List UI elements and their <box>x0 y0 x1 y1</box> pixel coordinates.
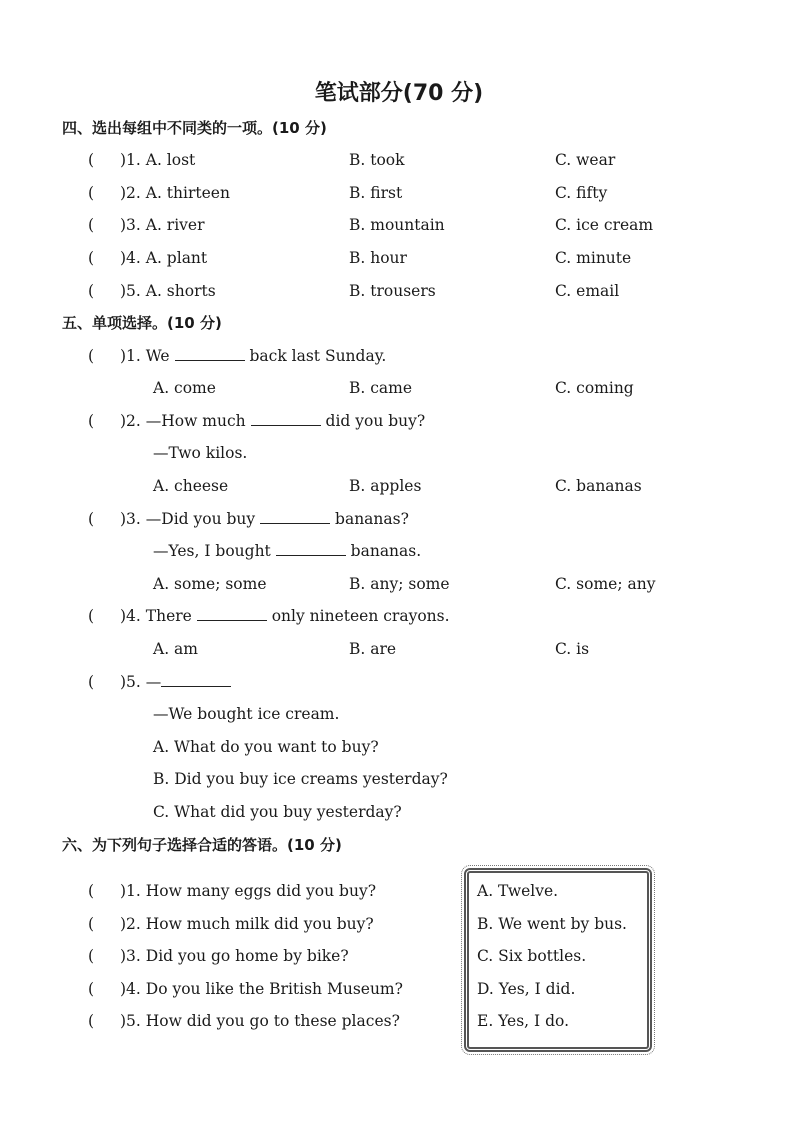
question-text: bananas? <box>335 510 409 528</box>
question-6-3: )3. Did you go home by bike? <box>120 947 349 965</box>
option-a: A. some; some <box>153 575 267 593</box>
question-5-3 <box>120 509 409 529</box>
question-text: )1. We <box>120 347 170 365</box>
question-6-5: )5. How did you go to these places? <box>120 1012 400 1030</box>
section-6-heading: 六、为下列句子选择合适的答语。(10 分) <box>62 836 342 854</box>
question-line <box>153 541 421 561</box>
question-text: )2. —How much <box>120 412 246 430</box>
answer-paren[interactable]: ( <box>88 1012 95 1030</box>
option-c: C. some; any <box>555 575 656 593</box>
option-c: C. email <box>555 282 620 300</box>
option-b: B. trousers <box>349 282 436 300</box>
option-b: B. are <box>349 640 397 658</box>
option-b: B. mountain <box>349 216 445 234</box>
blank <box>175 346 245 361</box>
question-6-4: )4. Do you like the British Museum? <box>120 980 403 998</box>
option-c: C. coming <box>555 379 634 397</box>
answer-option: D. Yes, I did. <box>477 980 576 998</box>
blank <box>276 541 346 556</box>
blank <box>251 411 321 426</box>
option-b: B. any; some <box>349 575 450 593</box>
page-title: 笔试部分(70 分) <box>314 81 484 106</box>
answer-paren[interactable]: ( <box>88 882 95 900</box>
option-a: A. am <box>153 640 198 658</box>
answer-paren[interactable]: ( <box>88 347 95 365</box>
question-text: bananas. <box>350 542 422 560</box>
question-text: )3. —Did you buy <box>120 510 256 528</box>
section-5-heading: 五、单项选择。(10 分) <box>62 314 222 332</box>
option-b: B. Did you buy ice creams yesterday? <box>153 770 448 788</box>
option-a: )3. A. river <box>120 216 205 234</box>
question-line: —We bought ice cream. <box>153 705 340 723</box>
option-b: B. took <box>349 151 405 169</box>
answer-paren[interactable]: ( <box>88 980 95 998</box>
answer-paren[interactable]: ( <box>88 249 95 267</box>
blank <box>197 606 267 621</box>
option-c: C. is <box>555 640 590 658</box>
question-6-1: )1. How many eggs did you buy? <box>120 882 377 900</box>
answer-paren[interactable]: ( <box>88 151 95 169</box>
option-b: B. came <box>349 379 413 397</box>
answer-option: C. Six bottles. <box>477 947 587 965</box>
option-a: )4. A. plant <box>120 249 208 267</box>
answer-paren[interactable]: ( <box>88 282 95 300</box>
question-text: did you buy? <box>325 412 426 430</box>
question-text: )4. There <box>120 607 192 625</box>
option-a: A. come <box>153 379 216 397</box>
option-b: B. hour <box>349 249 407 267</box>
option-a: )2. A. thirteen <box>120 184 230 202</box>
answer-option: E. Yes, I do. <box>477 1012 569 1030</box>
question-5-2 <box>120 411 425 431</box>
answer-paren[interactable]: ( <box>88 412 95 430</box>
option-a: A. cheese <box>153 477 229 495</box>
answer-paren[interactable]: ( <box>88 915 95 933</box>
blank <box>161 672 231 687</box>
option-b: B. apples <box>349 477 422 495</box>
question-text: only nineteen crayons. <box>271 607 450 625</box>
answer-paren[interactable]: ( <box>88 947 95 965</box>
option-c: C. What did you buy yesterday? <box>153 803 402 821</box>
section-4-heading: 四、选出每组中不同类的一项。(10 分) <box>62 119 327 137</box>
question-5-4 <box>120 606 450 626</box>
question-line: —Two kilos. <box>153 444 248 462</box>
question-5-5 <box>120 672 231 692</box>
answer-paren[interactable]: ( <box>88 184 95 202</box>
option-c: C. minute <box>555 249 632 267</box>
answer-paren[interactable]: ( <box>88 510 95 528</box>
option-b: B. first <box>349 184 403 202</box>
question-text: back last Sunday. <box>249 347 387 365</box>
answer-paren[interactable]: ( <box>88 673 95 691</box>
question-6-2: )2. How much milk did you buy? <box>120 915 374 933</box>
answer-option: B. We went by bus. <box>477 915 627 933</box>
option-a: )5. A. shorts <box>120 282 216 300</box>
blank <box>260 509 330 524</box>
question-text: )5. — <box>120 673 162 691</box>
question-5-1 <box>120 346 386 366</box>
option-c: C. wear <box>555 151 616 169</box>
option-c: C. fifty <box>555 184 608 202</box>
answer-option: A. Twelve. <box>477 882 559 900</box>
answer-paren[interactable]: ( <box>88 607 95 625</box>
question-text: —Yes, I bought <box>153 542 271 560</box>
option-a: )1. A. lost <box>120 151 196 169</box>
option-a: A. What do you want to buy? <box>153 738 379 756</box>
answer-paren[interactable]: ( <box>88 216 95 234</box>
option-c: C. ice cream <box>555 216 654 234</box>
option-c: C. bananas <box>555 477 642 495</box>
